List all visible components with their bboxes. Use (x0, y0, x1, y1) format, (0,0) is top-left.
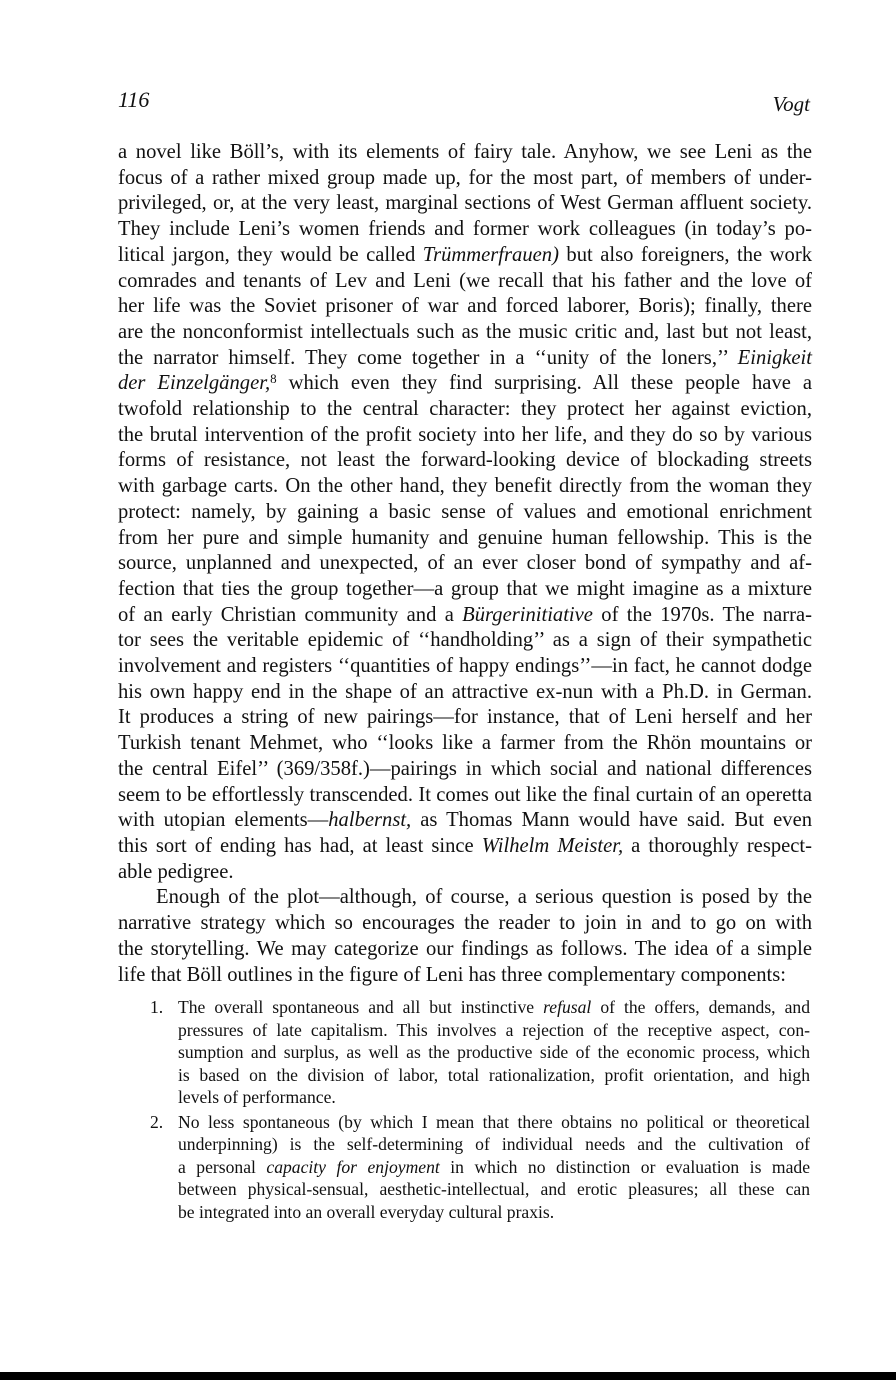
page-number: 116 (118, 87, 150, 112)
text-line: seem to be effortlessly transcended. It comes out like the final curtain of an operetta (118, 783, 812, 806)
text-line: forms of resistance, not least the forward-looking device of blockading streets (118, 449, 812, 472)
text-line: source, unplanned and unexpected, of an ever closer bond of sympathy and af- (118, 552, 812, 575)
text-line: the narrator himself. They come together in a ‘‘unity of the loners,’’ Einigkeit (118, 346, 812, 369)
text-line: life that Böll outlines in the figure of Leni has three complementary components: (118, 963, 786, 986)
text-line: this sort of ending has had, at least since Wilhelm Meister, a thoroughly respect- (118, 834, 812, 857)
text-line: Turkish tenant Mehmet, who ‘‘looks like a farmer from the Rhön mountains or (118, 732, 812, 755)
text-line: from her pure and simple humanity and genuine human fellowship. This is the (118, 526, 812, 549)
list-item-line: between physical-sensual, aesthetic-intellectual, and erotic pleasures; all these can (178, 1179, 810, 1199)
text-line: der Einzelgänger,$^8$ which even they find surprising. All these people have a (118, 371, 812, 395)
running-head: Vogt (772, 92, 810, 116)
list-item-number: 1. (150, 997, 164, 1017)
text-line: comrades and tenants of Lev and Leni (we recall that his father and the love of (118, 269, 812, 292)
list-item-number: 2. (150, 1111, 164, 1132)
main-text (118, 140, 812, 988)
text-line: protect: namely, by gaining a basic sense of values and emotional enrichment (118, 500, 812, 523)
text-line: able pedigree. (118, 860, 234, 883)
text-line: They include Leni’s women friends and former work colleagues (in today’s po- (118, 218, 812, 241)
list-item-line: underpinning) is the self-determining of individual needs and the cultivation of (178, 1134, 810, 1154)
paragraph-2 (118, 885, 812, 988)
text-line: fection that ties the group together—a group that we might imagine as a mixture (118, 577, 812, 600)
list-item-line: levels of performance. (178, 1087, 336, 1107)
paragraph-1 (118, 140, 812, 885)
text-line: his own happy end in the shape of an attractive ex-nun with a Ph.D. in German. (118, 680, 812, 703)
text-line: with garbage carts. On the other hand, they benefit directly from the woman they (118, 475, 812, 498)
text-line: Enough of the plot—although, of course, a serious question is posed by the (156, 886, 812, 909)
numbered-list (146, 996, 810, 1225)
list-item-line: pressures of late capitalism. This involves a rejection of the receptive aspect, con- (178, 1019, 810, 1040)
text-line: the brutal intervention of the profit society into her life, and they do so by various (118, 423, 812, 446)
list-item-line: a personal capacity for enjoyment in which no distinction or evaluation is made (178, 1156, 810, 1177)
text-line: litical jargon, they would be called Trümmerfrauen) but also foreigners, the work (118, 243, 812, 266)
text-line: narrative strategy which so encourages the reader to join in and to go on with (118, 912, 812, 935)
text-line: focus of a rather mixed group made up, for the most part, of members of under- (118, 166, 812, 189)
list-item-line: sumption and surplus, as well as the productive side of the economic process, which (178, 1042, 810, 1062)
list-item-line: is based on the division of labor, total rationalization, profit orientation, and high (178, 1064, 810, 1085)
text-line: of an early Christian community and a Bürgerinitiative of the 1970s. The narra- (118, 603, 812, 626)
text-line: privileged, or, at the very least, marginal sections of West German affluent society. (118, 192, 812, 215)
bottom-rule (0, 1372, 896, 1380)
text-line: It produces a string of new pairings—for instance, that of Leni herself and her (118, 706, 812, 729)
text-line: involvement and registers ‘‘quantities of happy endings’’—in fact, he cannot dodge (118, 655, 812, 678)
list-item-line: No less spontaneous (by which I mean that there obtains no political or theoretical (178, 1111, 810, 1132)
list-item-line: be integrated into an overall everyday cultural praxis. (178, 1201, 555, 1222)
text-line: a novel like Böll’s, with its elements of fairy tale. Anyhow, we see Leni as the (118, 141, 812, 163)
text-line: with utopian elements—halbernst, as Thomas Mann would have said. But even (118, 809, 812, 832)
list-item-line: The overall spontaneous and all but instinctive refusal of the offers, demands, and (178, 997, 810, 1017)
text-line: the storytelling. We may categorize our findings as follows. The idea of a simple (118, 937, 812, 960)
text-line: the central Eifel’’ (369/358f.)—pairings in which social and national differences (118, 757, 812, 780)
text-line: twofold relationship to the central character: they protect her against eviction, (118, 398, 812, 421)
text-line: her life was the Soviet prisoner of war and forced laborer, Boris); finally, there (118, 295, 812, 318)
list-item (146, 996, 810, 1109)
list-item (146, 1111, 810, 1224)
text-line: are the nonconformist intellectuals such as the music critic and, last but not least, (118, 320, 812, 343)
text-line: tor sees the veritable epidemic of ‘‘handholding’’ as a sign of their sympathetic (118, 629, 812, 652)
